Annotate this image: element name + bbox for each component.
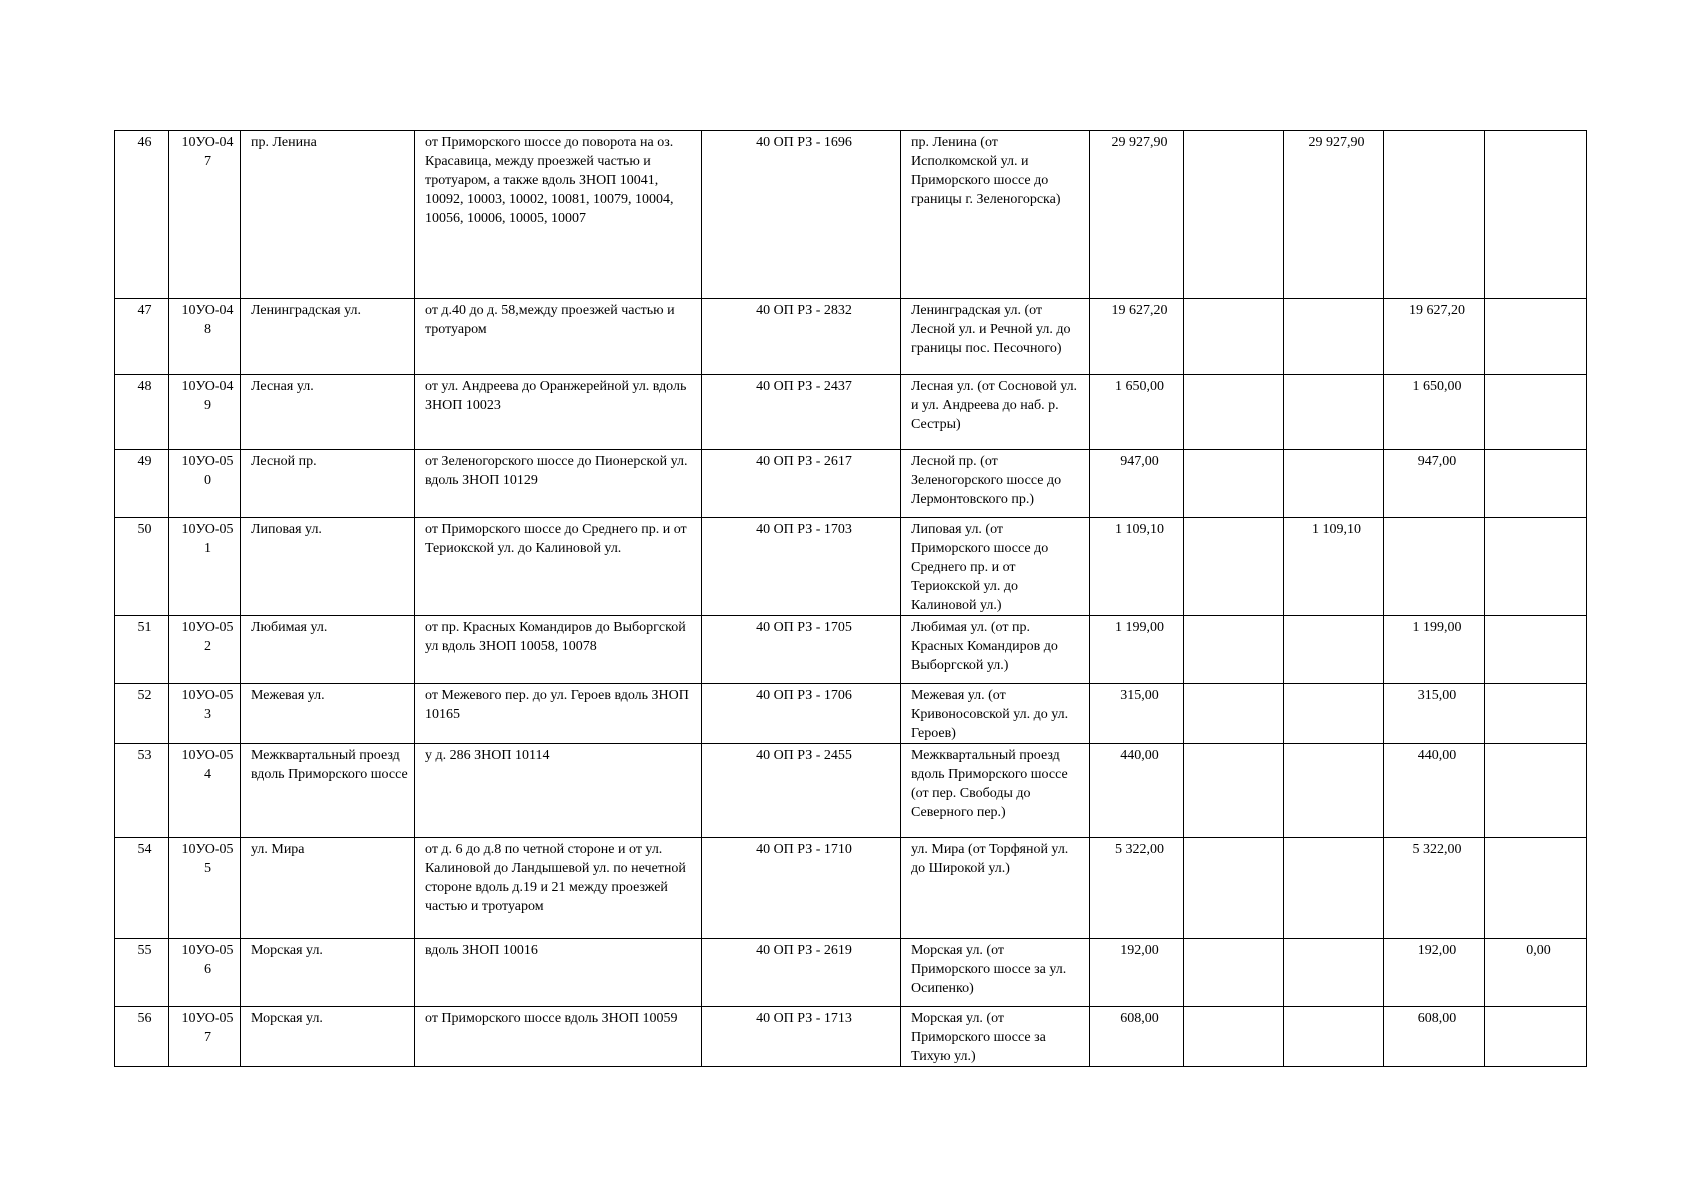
section-description: от пр. Красных Командиров до Выборгской ул вдоль ЗНОП 10058, 10078 <box>415 616 702 684</box>
row-number: 48 <box>115 375 169 450</box>
area-col-c: 5 322,00 <box>1384 838 1485 939</box>
area-col-c: 19 627,20 <box>1384 299 1485 375</box>
street-name: Морская ул. <box>241 1007 415 1067</box>
table-row <box>115 838 1587 939</box>
section-description: от ул. Андреева до Оранжерейной ул. вдоль ЗНОП 10023 <box>415 375 702 450</box>
row-number: 46 <box>115 131 169 299</box>
road-code: 10УО-050 <box>169 450 241 518</box>
road-description: Лесной пр. (от Зеленогорского шоссе до Лермонтовского пр.) <box>901 450 1090 518</box>
total-area: 1 199,00 <box>1090 616 1184 684</box>
area-col-a <box>1184 375 1284 450</box>
road-description: пр. Ленина (от Исполкомской ул. и Приморского шоссе до границы г. Зеленогорска) <box>901 131 1090 299</box>
area-col-c <box>1384 131 1485 299</box>
area-col-a <box>1184 939 1284 1007</box>
road-description: Любимая ул. (от пр. Красных Командиров до Выборгской ул.) <box>901 616 1090 684</box>
table-row <box>115 939 1587 1007</box>
road-registry-id: 40 ОП РЗ - 1705 <box>702 616 901 684</box>
road-registry-id: 40 ОП РЗ - 1710 <box>702 838 901 939</box>
total-area: 608,00 <box>1090 1007 1184 1067</box>
road-description: Морская ул. (от Приморского шоссе за ул. Осипенко) <box>901 939 1090 1007</box>
table-body <box>115 131 1587 1067</box>
road-description: ул. Мира (от Торфяной ул. до Широкой ул.) <box>901 838 1090 939</box>
row-number: 50 <box>115 518 169 616</box>
area-col-d <box>1485 299 1587 375</box>
total-area: 192,00 <box>1090 939 1184 1007</box>
table-row <box>115 518 1587 616</box>
road-code: 10УО-048 <box>169 299 241 375</box>
road-registry-id: 40 ОП РЗ - 2617 <box>702 450 901 518</box>
road-registry-id: 40 ОП РЗ - 2832 <box>702 299 901 375</box>
road-code: 10УО-049 <box>169 375 241 450</box>
row-number: 52 <box>115 684 169 744</box>
road-description: Лесная ул. (от Сосновой ул. и ул. Андреева до наб. р. Сестры) <box>901 375 1090 450</box>
area-col-c: 608,00 <box>1384 1007 1485 1067</box>
section-description: от д.40 до д. 58,между проезжей частью и тротуаром <box>415 299 702 375</box>
total-area: 5 322,00 <box>1090 838 1184 939</box>
row-number: 49 <box>115 450 169 518</box>
area-col-a <box>1184 299 1284 375</box>
road-code: 10УО-055 <box>169 838 241 939</box>
area-col-d <box>1485 838 1587 939</box>
total-area: 315,00 <box>1090 684 1184 744</box>
area-col-b <box>1284 838 1384 939</box>
road-description: Липовая ул. (от Приморского шоссе до Среднего пр. и от Териокской ул. до Калиновой ул.) <box>901 518 1090 616</box>
row-number: 53 <box>115 744 169 838</box>
area-col-b <box>1284 1007 1384 1067</box>
road-description: Межквартальный проезд вдоль Приморского шоссе (от пер. Свободы до Северного пер.) <box>901 744 1090 838</box>
street-name: ул. Мира <box>241 838 415 939</box>
area-col-a <box>1184 131 1284 299</box>
row-number: 56 <box>115 1007 169 1067</box>
area-col-d <box>1485 518 1587 616</box>
section-description: вдоль ЗНОП 10016 <box>415 939 702 1007</box>
area-col-c: 1 199,00 <box>1384 616 1485 684</box>
road-registry-id: 40 ОП РЗ - 1706 <box>702 684 901 744</box>
street-name: Любимая ул. <box>241 616 415 684</box>
road-code: 10УО-056 <box>169 939 241 1007</box>
area-col-b <box>1284 616 1384 684</box>
total-area: 29 927,90 <box>1090 131 1184 299</box>
road-registry-id: 40 ОП РЗ - 1713 <box>702 1007 901 1067</box>
area-col-d <box>1485 375 1587 450</box>
roads-table <box>114 130 1587 1067</box>
section-description: от Межевого пер. до ул. Героев вдоль ЗНОП 10165 <box>415 684 702 744</box>
section-description: от Приморского шоссе до поворота на оз. Красавица, между проезжей частью и тротуаром, а также вдоль ЗНОП 10041, 10092, 10003, 10002, 10081, 10079, 10004, 10056, 10006, 10005, 10007 <box>415 131 702 299</box>
area-col-b <box>1284 375 1384 450</box>
total-area: 19 627,20 <box>1090 299 1184 375</box>
area-col-b <box>1284 939 1384 1007</box>
road-code: 10УО-051 <box>169 518 241 616</box>
road-registry-id: 40 ОП РЗ - 2455 <box>702 744 901 838</box>
road-description: Ленинградская ул. (от Лесной ул. и Речной ул. до границы пос. Песочного) <box>901 299 1090 375</box>
street-name: Межевая ул. <box>241 684 415 744</box>
area-col-c: 440,00 <box>1384 744 1485 838</box>
road-code: 10УО-052 <box>169 616 241 684</box>
table-row <box>115 299 1587 375</box>
total-area: 1 650,00 <box>1090 375 1184 450</box>
area-col-d <box>1485 450 1587 518</box>
road-code: 10УО-047 <box>169 131 241 299</box>
table-row <box>115 744 1587 838</box>
area-col-d <box>1485 616 1587 684</box>
area-col-b: 1 109,10 <box>1284 518 1384 616</box>
street-name: Лесной пр. <box>241 450 415 518</box>
table-row <box>115 1007 1587 1067</box>
road-registry-id: 40 ОП РЗ - 2437 <box>702 375 901 450</box>
row-number: 55 <box>115 939 169 1007</box>
area-col-a <box>1184 838 1284 939</box>
area-col-c: 1 650,00 <box>1384 375 1485 450</box>
area-col-b <box>1284 450 1384 518</box>
area-col-b: 29 927,90 <box>1284 131 1384 299</box>
road-description: Межевая ул. (от Кривоносовской ул. до ул. Героев) <box>901 684 1090 744</box>
street-name: пр. Ленина <box>241 131 415 299</box>
street-name: Лесная ул. <box>241 375 415 450</box>
table-row <box>115 684 1587 744</box>
area-col-a <box>1184 744 1284 838</box>
street-name: Межквартальный проезд вдоль Приморского шоссе <box>241 744 415 838</box>
area-col-c: 947,00 <box>1384 450 1485 518</box>
section-description: от Приморского шоссе вдоль ЗНОП 10059 <box>415 1007 702 1067</box>
table-row <box>115 131 1587 299</box>
area-col-a <box>1184 518 1284 616</box>
section-description: у д. 286 ЗНОП 10114 <box>415 744 702 838</box>
road-registry-id: 40 ОП РЗ - 1696 <box>702 131 901 299</box>
row-number: 54 <box>115 838 169 939</box>
row-number: 51 <box>115 616 169 684</box>
area-col-b <box>1284 684 1384 744</box>
area-col-b <box>1284 299 1384 375</box>
road-registry-id: 40 ОП РЗ - 2619 <box>702 939 901 1007</box>
total-area: 440,00 <box>1090 744 1184 838</box>
street-name: Ленинградская ул. <box>241 299 415 375</box>
area-col-b <box>1284 744 1384 838</box>
area-col-d <box>1485 684 1587 744</box>
road-code: 10УО-054 <box>169 744 241 838</box>
area-col-a <box>1184 616 1284 684</box>
area-col-d <box>1485 1007 1587 1067</box>
area-col-c: 192,00 <box>1384 939 1485 1007</box>
section-description: от Зеленогорского шоссе до Пионерской ул. вдоль ЗНОП 10129 <box>415 450 702 518</box>
table-row <box>115 616 1587 684</box>
area-col-c <box>1384 518 1485 616</box>
section-description: от д. 6 до д.8 по четной стороне и от ул. Калиновой до Ландышевой ул. по нечетной стороне вдоль д.19 и 21 между проезжей частью и тротуаром <box>415 838 702 939</box>
road-description: Морская ул. (от Приморского шоссе за Тихую ул.) <box>901 1007 1090 1067</box>
road-code: 10УО-053 <box>169 684 241 744</box>
road-code: 10УО-057 <box>169 1007 241 1067</box>
street-name: Липовая ул. <box>241 518 415 616</box>
section-description: от Приморского шоссе до Среднего пр. и от Териокской ул. до Калиновой ул. <box>415 518 702 616</box>
area-col-d: 0,00 <box>1485 939 1587 1007</box>
area-col-a <box>1184 684 1284 744</box>
street-name: Морская ул. <box>241 939 415 1007</box>
area-col-d <box>1485 131 1587 299</box>
area-col-a <box>1184 450 1284 518</box>
total-area: 947,00 <box>1090 450 1184 518</box>
row-number: 47 <box>115 299 169 375</box>
area-col-d <box>1485 744 1587 838</box>
table-row <box>115 375 1587 450</box>
area-col-a <box>1184 1007 1284 1067</box>
table-row <box>115 450 1587 518</box>
total-area: 1 109,10 <box>1090 518 1184 616</box>
road-registry-id: 40 ОП РЗ - 1703 <box>702 518 901 616</box>
area-col-c: 315,00 <box>1384 684 1485 744</box>
